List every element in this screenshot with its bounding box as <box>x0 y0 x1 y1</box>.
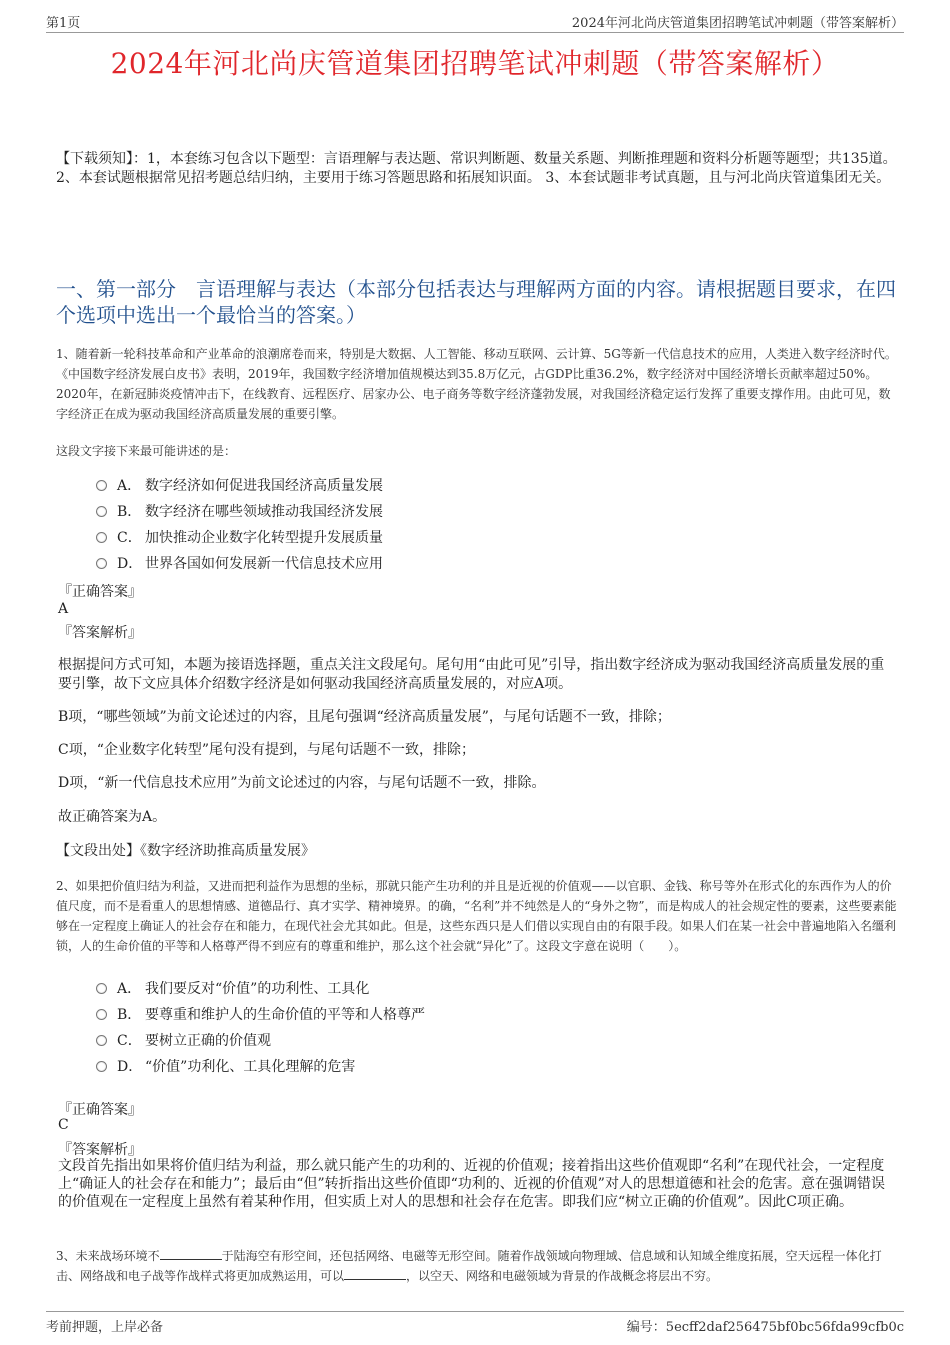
radio-icon[interactable] <box>96 1035 107 1046</box>
header-page-number: 第1页 <box>46 16 81 31</box>
question-1-analysis-d: D项，“新一代信息技术应用”为前文论述过的内容，与尾句话题不一致，排除。 <box>58 775 546 791</box>
question-1-source: 【文段出处】《数字经济助推高质量发展》 <box>56 843 315 859</box>
question-1-answer: A <box>58 601 69 617</box>
question-2-options <box>96 975 425 1079</box>
radio-icon[interactable] <box>96 983 107 994</box>
footer-serial: 编号：5ecff2daf256475bf0bc56fda99cfb0c <box>626 1320 904 1335</box>
page-title: 2024年河北尚庆管道集团招聘笔试冲刺题（带答案解析） <box>110 47 840 80</box>
radio-icon[interactable] <box>96 506 107 517</box>
question-1-analysis-b: B项，“哪些领域”为前文论述过的内容，且尾句强调“经济高质量发展”，与尾句话题不一致，排除； <box>58 709 671 725</box>
download-notice: 【下载须知】：1，本套练习包含以下题型：言语理解与表达题、常识判断题、数量关系题、判断推理题和资料分析题等题型；共135道。 2、本套试题根据常见招考题总结归纳，主要用于练习答题思路和拓展知识面。 3、本套试题非考试真题，且与河北尚庆管道集团无关。 <box>56 151 897 186</box>
question-2-option-a[interactable]: A． 我们要反对“价值”的功利性、工具化 <box>96 975 425 1001</box>
fill-blank-2 <box>344 1267 406 1280</box>
header-doc-title: 2024年河北尚庆管道集团招聘笔试冲刺题（带答案解析） <box>571 16 904 31</box>
question-2-analysis-label: 『答案解析』 <box>58 1142 142 1158</box>
question-2-option-b[interactable]: B． 要尊重和维护人的生命价值的平等和人格尊严 <box>96 1001 425 1027</box>
question-2-option-c[interactable]: C． 要树立正确的价值观 <box>96 1027 425 1053</box>
radio-icon[interactable] <box>96 558 107 569</box>
question-2-analysis: 文段首先指出如果将价值归结为利益，那么就只能产生的功利的、近视的价值观；接着指出这些价值观即“名利”在现代社会，一定程度上“确证人的社会存在和能力”；最后由“但”转折指出这些价值即“功利的、近视的价值观”对人的思想道德和社会的危害。意在强调错误的价值观在一定程度上虽然有着某种作用，但实质上对人的思想和社会存在危害。即我们应“树立正确的价值观”。因此C项正确。 <box>58 1158 885 1210</box>
question-1-option-b[interactable]: B． 数字经济在哪些领域推动我国经济发展 <box>96 498 383 524</box>
radio-icon[interactable] <box>96 1061 107 1072</box>
section-heading: 一、第一部分 言语理解与表达（本部分包括表达与理解两方面的内容。请根据题目要求，在四个选项中选出一个最恰当的答案。） <box>56 277 896 327</box>
radio-icon[interactable] <box>96 480 107 491</box>
footer-slogan: 考前押题，上岸必备 <box>46 1320 164 1335</box>
radio-icon[interactable] <box>96 1009 107 1020</box>
question-2-option-d[interactable]: D． “价值”功利化、工具化理解的危害 <box>96 1053 425 1079</box>
question-1-option-d[interactable]: D． 世界各国如何发展新一代信息技术应用 <box>96 550 383 576</box>
question-3-text: 3、未来战场环境不 于陆海空有形空间，还包括网络、电磁等无形空间。随着作战领域向物理域、信息域和认知域全维度拓展，空天远程一体化打击、网络战和电子战等作战样式将更加成熟运用，可以 ，以空天、网络和电磁领域为背景的作战概念将层出不穷。 <box>56 1249 882 1283</box>
question-1-prompt: 这段文字接下来最可能讲述的是： <box>56 444 237 458</box>
question-2-answer: C <box>58 1117 69 1133</box>
question-1-analysis-main: 根据提问方式可知，本题为接语选择题，重点关注文段尾句。尾句用“由此可见”引导，指出数字经济成为驱动我国经济高质量发展的重要引擎，故下文应具体介绍数字经济是如何驱动我国经济高质量发展的，对应A项。 <box>58 657 885 692</box>
question-1-option-a[interactable]: A． 数字经济如何促进我国经济高质量发展 <box>96 472 383 498</box>
question-1-analysis-label: 『答案解析』 <box>58 625 142 641</box>
question-2-answer-label: 『正确答案』 <box>58 1102 142 1118</box>
question-1-answer-label: 『正确答案』 <box>58 584 142 600</box>
question-1-option-c[interactable]: C． 加快推动企业数字化转型提升发展质量 <box>96 524 383 550</box>
question-1-conclusion: 故正确答案为A。 <box>58 809 167 825</box>
fill-blank-1 <box>160 1247 222 1260</box>
question-1-analysis-c: C项，“企业数字化转型”尾句没有提到，与尾句话题不一致，排除； <box>58 742 476 758</box>
question-1-options <box>96 472 383 576</box>
radio-icon[interactable] <box>96 532 107 543</box>
question-2-text: 2、如果把价值归结为利益，又进而把利益作为思想的坐标，那就只能产生功利的并且是近视的价值观——以官职、金钱、称号等外在形式化的东西作为人的价值尺度，而不是看重人的思想情感、道德品行、真才实学、精神境界。的确，“名利”并不纯然是人的“身外之物”，而是构成人的社会规定性的要素，这些要素能够在一定程度上确证人的社会存在和能力，在现代社会尤其如此。但是，这些东西只是人们借以实现自由的有限手段。如果人们在某一社会中普遍地陷入名缰利锁，人的生命价值的平等和人格尊严得不到应有的尊重和维护，那么这个社会就“异化”了。这段文字意在说明（ ）。 <box>56 879 897 953</box>
question-1-text: 1、随着新一轮科技革命和产业革命的浪潮席卷而来，特别是大数据、人工智能、移动互联网、云计算、5G等新一代信息技术的应用，人类进入数字经济时代。《中国数字经济发展白皮书》表明，2019年，我国数字经济增加值规模达到35.8万亿元，占GDP比重36.2%，数字经济对中国经济增长贡献率超过50%。2020年，在新冠肺炎疫情冲击下，在线教育、远程医疗、居家办公、电子商务等数字经济蓬勃发展，对我国经济稳定运行发挥了重要支撑作用。由此可见，数字经济正在成为驱动我国经济高质量发展的重要引擎。 <box>56 347 897 421</box>
footer-divider <box>46 1311 904 1312</box>
header-divider <box>46 32 904 33</box>
